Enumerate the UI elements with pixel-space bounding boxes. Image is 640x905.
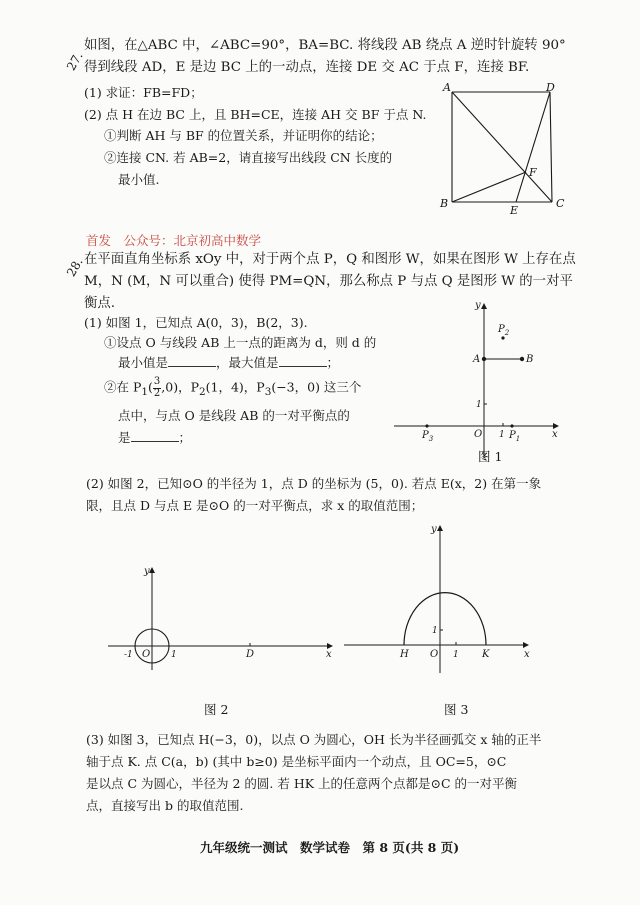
text-paren: ( (148, 379, 153, 395)
q27-part2a: ①判断 AH 与 BF 的位置关系，并证明你的结论； (104, 128, 383, 143)
text-p3-prefix: (1，4)，P (205, 379, 265, 395)
q28-line1: 在平面直角坐标系 xOy 中，对于两个点 P，Q 和图形 W，如果在图形 W 上存在点 (84, 252, 576, 267)
label-E: E (510, 204, 519, 217)
sub-2: 2 (199, 386, 206, 398)
q28-part2-line2: 限，且点 D 与点 E 是⊙O 的一对平衡点，求 x 的取值范围； (86, 498, 424, 513)
answer-blank-min[interactable] (168, 355, 216, 367)
fig3-label-one-y: 1 (432, 626, 438, 636)
label-A: A (443, 81, 451, 94)
label-B: B (440, 197, 449, 210)
fraction-denominator: 2 (153, 387, 161, 399)
fig2-label-O: O (142, 649, 151, 660)
q28-part1a-line1: ①设点 O 与线段 AB 上一点的距离为 d，则 d 的 (104, 335, 377, 350)
fig1-label-x: x (552, 429, 558, 440)
fig3-label-x: x (524, 649, 530, 660)
q27-line1: 如图，在△ABC 中，∠ABC=90°，BA=BC. 将线段 AB 绕点 A 逆时针旋转 90° (84, 38, 566, 53)
fig1-point-P3 (425, 424, 428, 427)
fig2-label-neg1: -1 (124, 650, 133, 660)
q28-part1b-line1 (104, 377, 361, 399)
figure-3 (342, 518, 542, 678)
fig3-arc-HK (404, 593, 486, 645)
q28-part1b-line3 (118, 430, 191, 445)
q28-line3: 衡点. (84, 296, 116, 311)
q27-part2: (2) 点 H 在边 BC 上，且 BH=CE，连接 AH 交 BF 于点 N. (84, 107, 427, 122)
fig1-label-y: y (475, 300, 481, 311)
figure-1 (392, 298, 567, 463)
text-max: ，最大值是 (216, 355, 279, 370)
q28-part2-line1: (2) 如图 2，已知⊙O 的半径为 1，点 D 的坐标为 (5，0). 若点 E(x，2) 在第一象 (86, 476, 542, 491)
segment-AC (452, 92, 552, 202)
fig1-point-P1 (510, 424, 513, 427)
fig2-label-x: x (326, 649, 332, 660)
fig1-point-A (482, 357, 486, 361)
segment-DC (550, 92, 552, 202)
fig1-point-B (520, 357, 524, 361)
segment-DE (516, 92, 550, 202)
text-end: ； (326, 355, 340, 370)
q28-part3-line4: 点，直接写出 b 的取值范围. (86, 798, 244, 813)
fig1-label-P1: $P_1$ (509, 430, 521, 443)
label-D: D (546, 81, 555, 94)
watermark-text: 首发 公众号：北京初高中数学 (86, 233, 262, 248)
q27-part2c: 最小值. (118, 172, 160, 187)
fig2-label-y: y (144, 566, 150, 577)
q27-part2b: ②连接 CN. 若 AB=2，请直接写出线段 CN 长度的 (104, 150, 393, 165)
q28-part3-line1: (3) 如图 3，已知点 H(−3，0)，以点 O 为圆心，OH 长为半径画弧交 x 轴的正半 (86, 732, 542, 747)
fig1-label-P3: $P_3$ (422, 430, 434, 443)
segment-BF (452, 172, 526, 202)
fig1-label-A: A (473, 354, 481, 365)
fig1-label-one-y: 1 (476, 400, 482, 410)
sub-3: 3 (264, 386, 272, 398)
q27-number: 27. (64, 49, 86, 73)
q28-part3-line3: 是以点 C 为圆心，半径为 2 的圆. 若 HK 上的任意两个点都是⊙C 的一对平衡 (86, 776, 518, 791)
label-F: F (529, 166, 537, 179)
fig3-label-K: K (482, 649, 490, 660)
text-p3-tail: (−3，0) 这三个 (271, 379, 362, 395)
text-p2-prefix: ,0)，P (161, 379, 199, 395)
q28-line2: M，N (M，N 可以重合) 使得 PM=QN，那么称点 P 与点 Q 是图形 W 的一对平 (84, 274, 573, 289)
fig3-label-H: H (400, 649, 409, 660)
fig1-label-B: B (526, 354, 534, 365)
fraction-numerator: 3 (153, 376, 161, 387)
q28-part1b-line2: 点中，与点 O 是线段 AB 的一对平衡点的 (118, 408, 350, 423)
fig2-label-one: 1 (171, 650, 177, 660)
q27-line2: 得到线段 AD，E 是边 BC 上的一动点，连接 DE 交 AC 于点 F，连接 BF. (84, 60, 530, 75)
text-min: 最小值是 (118, 355, 169, 370)
answer-blank-max[interactable] (279, 355, 327, 367)
q27-part1: (1) 求证：FB=FD； (84, 85, 203, 100)
q27-figure (440, 82, 570, 217)
figure-2 (104, 562, 344, 672)
fig3-label-one-x: 1 (453, 650, 459, 660)
answer-blank-points[interactable] (131, 430, 179, 442)
fig3-label-O: O (430, 649, 439, 660)
fig1-caption: 图 1 (478, 449, 503, 464)
q28-part1-intro: (1) 如图 1，已知点 A(0，3)，B(2，3). (84, 315, 308, 330)
text-shi: 是 (118, 430, 131, 445)
fig1-label-P2: $P_2$ (498, 324, 510, 337)
fig2-label-D: D (246, 649, 255, 660)
fig1-label-one-x: 1 (499, 430, 505, 440)
fig1-label-O: O (474, 429, 483, 440)
sub-1: 1 (141, 386, 149, 398)
q28-number: 28. (64, 255, 86, 279)
page-footer: 九年级统一测试 数学试卷 第 8 页(共 8 页) (200, 840, 460, 855)
fig3-caption: 图 3 (444, 702, 469, 717)
q28-part3-line2: 轴于点 K. 点 C(a，b) (其中 b≥0) 是坐标平面内一个动点，且 OC=5，⊙C (86, 754, 507, 769)
q28-part1a-line2 (118, 355, 339, 370)
fig3-label-y: y (431, 524, 437, 535)
text-p-prefix: ②在 P (104, 379, 142, 395)
text-end2: ； (178, 430, 192, 445)
fig2-caption: 图 2 (204, 702, 229, 717)
label-C: C (556, 197, 565, 210)
